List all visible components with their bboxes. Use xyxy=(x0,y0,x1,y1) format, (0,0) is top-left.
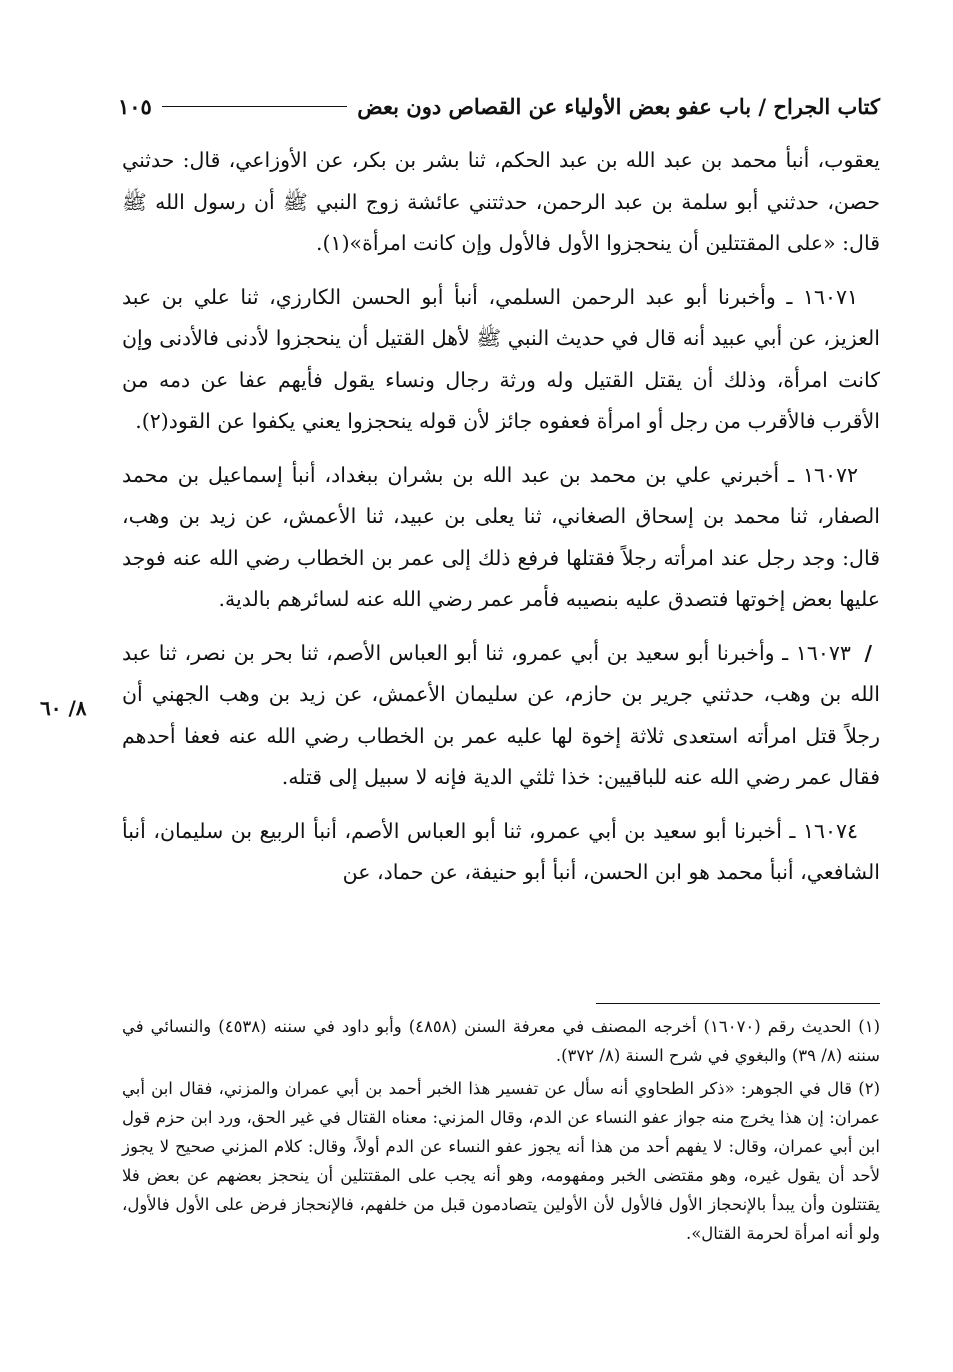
paragraph-text: ١٦٠٧٢ ـ أخبرني علي بن محمد بن عبد الله بن بشران ببغداد، أنبأ إسماعيل بن محمد الصفار، ثنا محمد بن إسحاق الصغاني، ثنا يعلى بن عبيد، ثنا الأعمش، عن زيد بن وهب، قال: وجد رجل عند امرأته رجلاً فقتلها فرفع ذلك إلى عمر بن الخطاب رضي الله عنه فوجد عليها بعض إخوتها فتصدق عليه بنصيبه فأمر عمر رضي الله عنه لسائرهم بالدية. xyxy=(122,462,880,611)
paragraph-text: ١٦٠٧٣ ـ وأخبرنا أبو سعيد بن أبي عمرو، ثنا أبو العباس الأصم، ثنا بحر بن نصر، ثنا عبد الله بن وهب، حدثني جرير بن حازم، عن سليمان الأعمش، عن زيد بن وهب الجهني أن رجلاً قتل امرأته استعدى ثلاثة إخوة لها عليه عمر بن الخطاب رضي الله عنه فعفا أحدهم فقال عمر رضي الله عنه للباقيين: خذا ثلثي الدية فإنه لا سبيل إلى قتله. xyxy=(122,640,880,789)
footnote-1 xyxy=(122,1012,880,1070)
main-text xyxy=(122,140,880,906)
paragraph-continuation xyxy=(122,140,880,265)
footnote-separator xyxy=(596,1003,880,1004)
header-rule xyxy=(162,106,347,107)
running-header xyxy=(118,86,880,126)
chapter-title: كتاب الجراح / باب عفو بعض الأولياء عن القصاص دون بعض xyxy=(357,93,880,119)
paragraph-16071 xyxy=(122,277,880,443)
paragraph-16073 xyxy=(122,633,880,799)
page-number: ١٠٥ xyxy=(118,93,152,119)
page-break-marker: / xyxy=(864,640,872,665)
paragraph-text: ١٦٠٧٤ ـ أخبرنا أبو سعيد بن أبي عمرو، ثنا أبو العباس الأصم، أنبأ الربيع بن سليمان، أنبأ الشافعي، أنبأ محمد هو ابن الحسن، أنبأ أبو حنيفة، عن حماد، عن xyxy=(122,818,880,884)
paragraph-text: يعقوب، أنبأ محمد بن عبد الله بن عبد الحكم، ثنا بشر بن بكر، عن الأوزاعي، قال: حدثني حصن، حدثني أبو سلمة بن عبد الرحمن، حدثتني عائشة زوج النبي ﷺ أن رسول الله ﷺ قال: «على المقتتلين أن ينحجزوا الأول فالأول وإن كانت امرأة»(١). xyxy=(122,148,880,255)
footnote-2 xyxy=(122,1074,880,1248)
footnote-text: (٢) قال في الجوهر: «ذكر الطحاوي أنه سأل عن تفسير هذا الخبر أحمد بن أبي عمران والمزني، فقال ابن أبي عمران: إن هذا يخرج منه جواز عفو النساء عن الدم، وقال المزني: معناه القتال في غير الحق، ورد ابن حزم قول ابن أبي عمران، وقال: لا يفهم أحد من هذا أنه يجوز عفو النساء عن الدم أولاً، وقال: كلام المزني صحيح لا يجوز لأحد أن يقول غيره، وهو مقتضى الخبر ومفهومه، وهو أنه يجب على المقتتلين أن ينحجز بعضهم عن بعض فلا يقتتلون وأن يبدأ بالإنحجاز الأول فالأول لأن الأولين يتصادمون قبل من خلفهم، فالإنحجاز فرض على الأول فالأول، ولو أنه امرأة لحرمة القتال». xyxy=(122,1079,880,1243)
paragraph-16072 xyxy=(122,455,880,621)
footnote-text: (١) الحديث رقم (١٦٠٧٠) أخرجه المصنف في معرفة السنن (٤٨٥٨) وأبو داود في سننه (٤٥٣٨) والنسائي في سننه (٨/ ٣٩) والبغوي في شرح السنة (٨/ ٣٧٢). xyxy=(122,1017,880,1065)
margin-page-reference: ٨/ ٦٠ xyxy=(40,696,87,720)
paragraph-text: ١٦٠٧١ ـ وأخبرنا أبو عبد الرحمن السلمي، أنبأ أبو الحسن الكارزي، ثنا علي بن عبد العزيز، عن أبي عبيد أنه قال في حديث النبي ﷺ لأهل القتيل أن ينحجزوا لأدنى فالأدنى وإن كانت امرأة، وذلك أن يقتل القتيل وله ورثة رجال ونساء يقول فأيهم عفا عن دمه من الأقرب فالأقرب من رجل أو امرأة فعفوه جائز لأن قوله ينحجزوا يعني يكفوا عن القود(٢). xyxy=(122,284,880,433)
paragraph-16074 xyxy=(122,811,880,894)
footnotes xyxy=(122,1012,880,1252)
